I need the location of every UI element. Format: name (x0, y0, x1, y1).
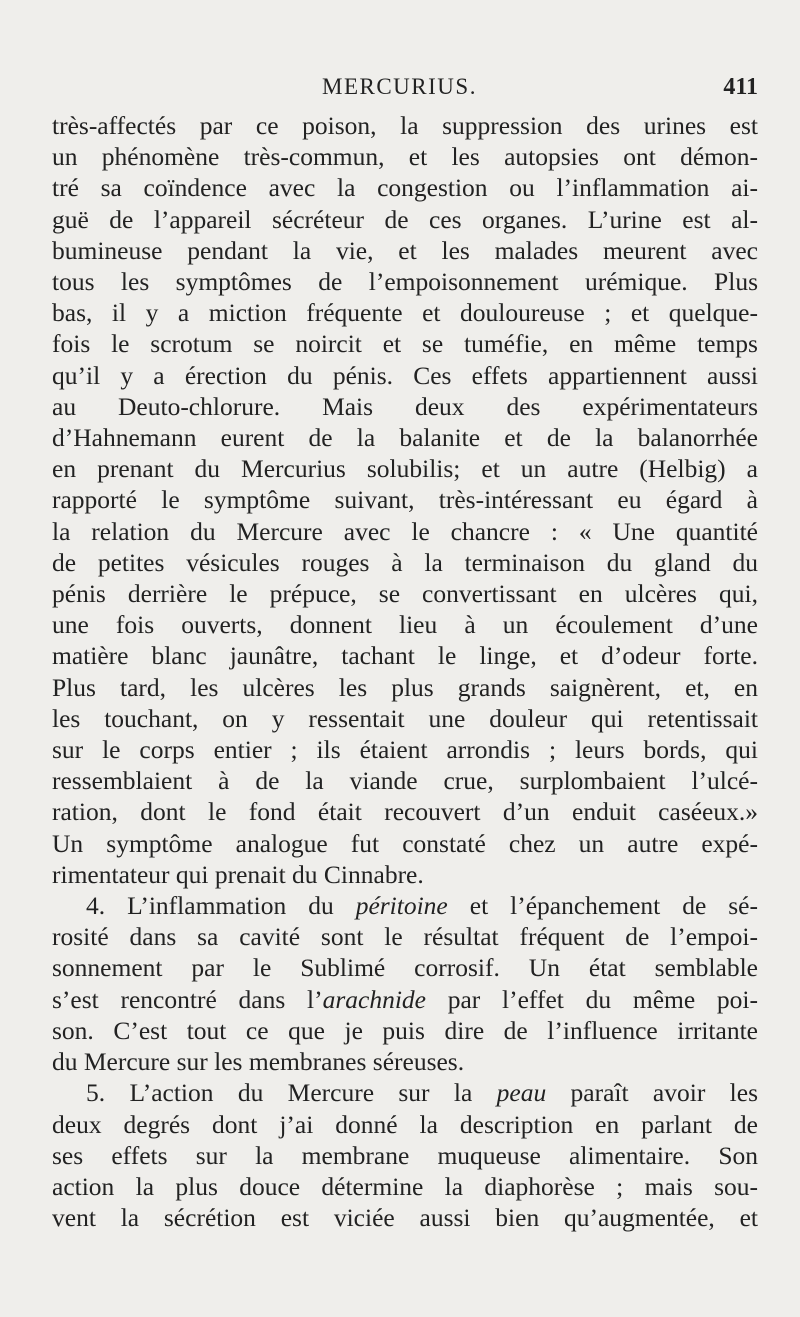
text-segment: s’est rencontré dans l’ (52, 984, 323, 1014)
text-line: deux degrés dont j’ai donné la description en parlant de (52, 1109, 758, 1139)
text-line: qu’il y a érection du pénis. Ces effets appartiennent aussi (52, 360, 758, 390)
text-line: une fois ouverts, donnent lieu à un écoulement d’une (52, 610, 758, 640)
text-line: d’Hahnemann eurent de la balanite et de la balanorrhée (52, 423, 758, 453)
text-line: du Mercure sur les membranes séreuses. (52, 1047, 465, 1077)
text-line: rimentateur qui prenait du Cinnabre. (52, 859, 424, 889)
italic-term: péritoine (355, 891, 448, 921)
text-line: ressemblaient à de la viande crue, surplombaient l’ulcé- (52, 766, 758, 796)
text-line: tré sa coïndence avec la congestion ou l’inflammation ai- (52, 173, 758, 203)
text-line: bas, il y a miction fréquente et douloureuse ; et quelque- (52, 298, 758, 328)
text-line: guë de l’appareil sécréteur de ces organes. L’urine est al- (52, 204, 758, 234)
text-segment: par l’effet du même poi- (425, 984, 758, 1014)
text-line: vent la sécrétion est viciée aussi bien qu’augmentée, et (52, 1203, 758, 1233)
running-head-title: MERCURIUS. (322, 74, 477, 99)
text-line: rapporté le symptôme suivant, très-intéressant eu égard à (52, 485, 758, 515)
text-line (52, 890, 758, 921)
italic-term: peau (496, 1078, 547, 1108)
text-segment: 5. L’action du Mercure sur la (86, 1078, 497, 1108)
text-line: fois le scrotum se noircit et se tuméfie, en même temps (52, 329, 758, 359)
page-number: 411 (723, 74, 758, 100)
text-line: la relation du Mercure avec le chancre : « Une quantité (52, 516, 758, 546)
text-segment: paraît avoir les (546, 1078, 758, 1108)
text-segment: 4. L’inflammation du (86, 891, 356, 921)
text-line: en prenant du Mercurius solubilis; et un autre (Helbig) a (52, 454, 758, 484)
text-line: rosité dans sa cavité sont le résultat fréquent de l’empoi- (52, 922, 758, 952)
running-head (52, 70, 758, 110)
text-line: tous les symptômes de l’empoisonnement urémique. Plus (52, 267, 758, 297)
text-line (52, 984, 758, 1015)
text-line: bumineuse pendant la vie, et les malades meurent avec (52, 235, 758, 265)
text-line: au Deuto-chlorure. Mais deux des expérimentateurs (52, 391, 758, 421)
text-line (52, 1077, 758, 1108)
text-line: Plus tard, les ulcères les plus grands saignèrent, et, en (52, 672, 758, 702)
text-line: de petites vésicules rouges à la terminaison du gland du (52, 547, 758, 577)
text-line: action la plus douce détermine la diaphorèse ; mais sou- (52, 1171, 758, 1201)
text-line: ration, dont le fond était recouvert d’un enduit caséeux.» (52, 797, 758, 827)
text-line: très-affectés par ce poison, la suppression des urines est (52, 111, 758, 140)
text-line: matière blanc jaunâtre, tachant le linge, et d’odeur forte. (52, 641, 758, 671)
text-line: un phénomène très-commun, et les autopsies ont démon- (52, 142, 758, 172)
text-segment: et l’épanchement de sé- (447, 891, 758, 921)
text-line: son. C’est tout ce que je puis dire de l’influence irritante (52, 1015, 758, 1045)
text-line: sonnement par le Sublimé corrosif. Un état semblable (52, 953, 758, 983)
body-text (52, 110, 758, 1233)
text-line: les touchant, on y ressentait une douleur qui retentissait (52, 703, 758, 733)
text-line: Un symptôme analogue fut constaté chez un autre expé- (52, 828, 758, 858)
text-line: sur le corps entier ; ils étaient arrondis ; leurs bords, qui (52, 735, 758, 765)
italic-term: arachnide (322, 984, 426, 1014)
text-line: ses effets sur la membrane muqueuse alimentaire. Son (52, 1140, 758, 1170)
text-line: pénis derrière le prépuce, se convertissant en ulcères qui, (52, 579, 758, 609)
